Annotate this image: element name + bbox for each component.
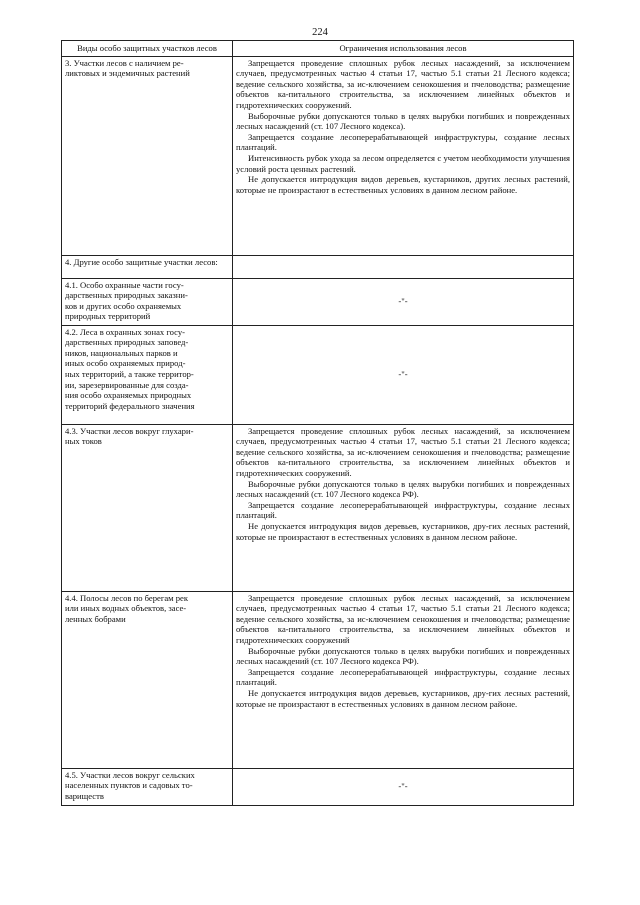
- restrictions-cell: [233, 56, 574, 255]
- restrictions-table: [61, 40, 574, 806]
- table-row: [62, 278, 574, 325]
- ditto-mark: -"-: [233, 768, 574, 805]
- restriction-paragraph: Не допускается интродукция видов деревьев, кустарников, других лесных растений, которые не произрастают в естественных условиях в данном лесном районе.: [236, 174, 570, 195]
- zone-type-text: 4.2. Леса в охранных зонах госу- дарственных природных заповед- ников, национальных парков и иных особо охраняемых природ- ных территорий, а также территор- ии, зарезервированные для созда- ния особо охраняемых природных территорий федерального значения: [65, 326, 195, 411]
- ditto-mark: -"-: [233, 325, 574, 424]
- restriction-paragraph: Не допускается интродукция видов деревьев, кустарников, дру-гих лесных растений, которые не произрастают в естественных условиях в данном лесном районе.: [236, 687, 570, 709]
- restriction-paragraph: Запрещается проведение сплошных рубок лесных насаждений, за исключением случаев, предусмотренных частью 4 статьи 17, частью 5.1 статьи 21 Лесного кодекса; ведение сельского хозяйства, за ис-ключением сенокошения и пчеловодства; размещение объектов ка-питального строительства, за исключением линейных объектов и гидротехнических сооружений: [236, 592, 570, 645]
- header-zone-type: Виды особо защитных участков лесов: [62, 41, 233, 57]
- zone-type-cell: [62, 325, 233, 424]
- restriction-paragraph: Выборочные рубки допускаются только в целях вырубки погибших и поврежденных лесных насаждений (ст. 107 Лесного кодекса).: [236, 110, 570, 132]
- zone-type-text: 4.1. Особо охранные части госу- дарственных природных заказни- ков и других особо охраняемых природных территорий: [65, 279, 188, 322]
- restriction-paragraph: Выборочные рубки допускаются только в целях вырубки погибших и поврежденных лесных насаждений (ст. 107 Лесного кодекса РФ).: [236, 645, 570, 667]
- restriction-paragraph: Запрещается проведение сплошных рубок лесных насаждений, за исключением случаев, предусмотренных частью 4 статьи 17, частью 5.1 статьи 21 Лесного кодекса; ведение сельского хозяйства, за ис-ключением сенокошения и пчеловодства; размещение объектов ка-питального строительства, за исключением линейных объектов и гидротехнических сооружений.: [236, 425, 570, 478]
- table-row: [62, 424, 574, 591]
- header-restrictions: Ограничения использования лесов: [233, 41, 574, 57]
- table-row: [62, 325, 574, 424]
- restriction-paragraph: Интенсивность рубок ухода за лесом определяется с учетом необходимости улучшения условий роста ценных растений.: [236, 152, 570, 174]
- restriction-paragraph: Запрещается создание лесоперерабатывающей инфраструктуры, создание лесных плантаций.: [236, 666, 570, 688]
- zone-type-cell: [62, 255, 233, 278]
- restrictions-cell: [233, 424, 574, 591]
- zone-type-cell: [62, 768, 233, 805]
- table-row: [62, 255, 574, 278]
- zone-type-text: 4.4. Полосы лесов по берегам рек или иных водных объектов, засе- ленных бобрами: [65, 592, 189, 624]
- table-row: [62, 56, 574, 255]
- restriction-paragraph: Запрещается создание лесоперерабатывающей инфраструктуры, создание лесных плантаций.: [236, 499, 570, 521]
- zone-type-cell: [62, 278, 233, 325]
- zone-type-cell: [62, 591, 233, 768]
- restriction-paragraph: Запрещается создание лесоперерабатывающей инфраструктуры, создание лесных плантаций.: [236, 131, 570, 153]
- zone-type-text: 4.5. Участки лесов вокруг сельских населенных пунктов и садовых то- вариществ: [65, 769, 195, 801]
- restrictions-cell-empty: [233, 255, 574, 278]
- zone-type-text: 3. Участки лесов с наличием ре- ликтовых и эндемичных растений: [65, 57, 190, 79]
- table-row: [62, 768, 574, 805]
- page-number: 224: [312, 27, 328, 38]
- zone-type-text: 4.3. Участки лесов вокруг глухари- ных токов: [65, 425, 194, 447]
- restriction-paragraph: Запрещается проведение сплошных рубок лесных насаждений, за исключением случаев, предусмотренных частью 4 статьи 17, частью 5.1 статьи 21 Лесного кодекса; ведение сельского хозяйства, за ис-ключением сенокошения и пчеловодства; размещение объектов ка-питального строительства, за исключением линейных объектов и гидротехнических сооружений.: [236, 57, 570, 110]
- zone-type-cell: [62, 56, 233, 255]
- table-header-row: [62, 41, 574, 57]
- restriction-paragraph: Не допускается интродукция видов деревьев, кустарников, дру-гих лесных растений, которые не произрастают в естественных условиях в данном лесном районе.: [236, 520, 570, 542]
- zone-type-cell: [62, 424, 233, 591]
- zone-type-text: 4. Другие особо защитные участки лесов:: [65, 256, 218, 267]
- restrictions-cell: [233, 591, 574, 768]
- restriction-paragraph: Выборочные рубки допускаются только в целях вырубки погибших и поврежденных лесных насаждений (ст. 107 Лесного кодекса РФ).: [236, 478, 570, 500]
- table-row: [62, 591, 574, 768]
- ditto-mark: -"-: [233, 278, 574, 325]
